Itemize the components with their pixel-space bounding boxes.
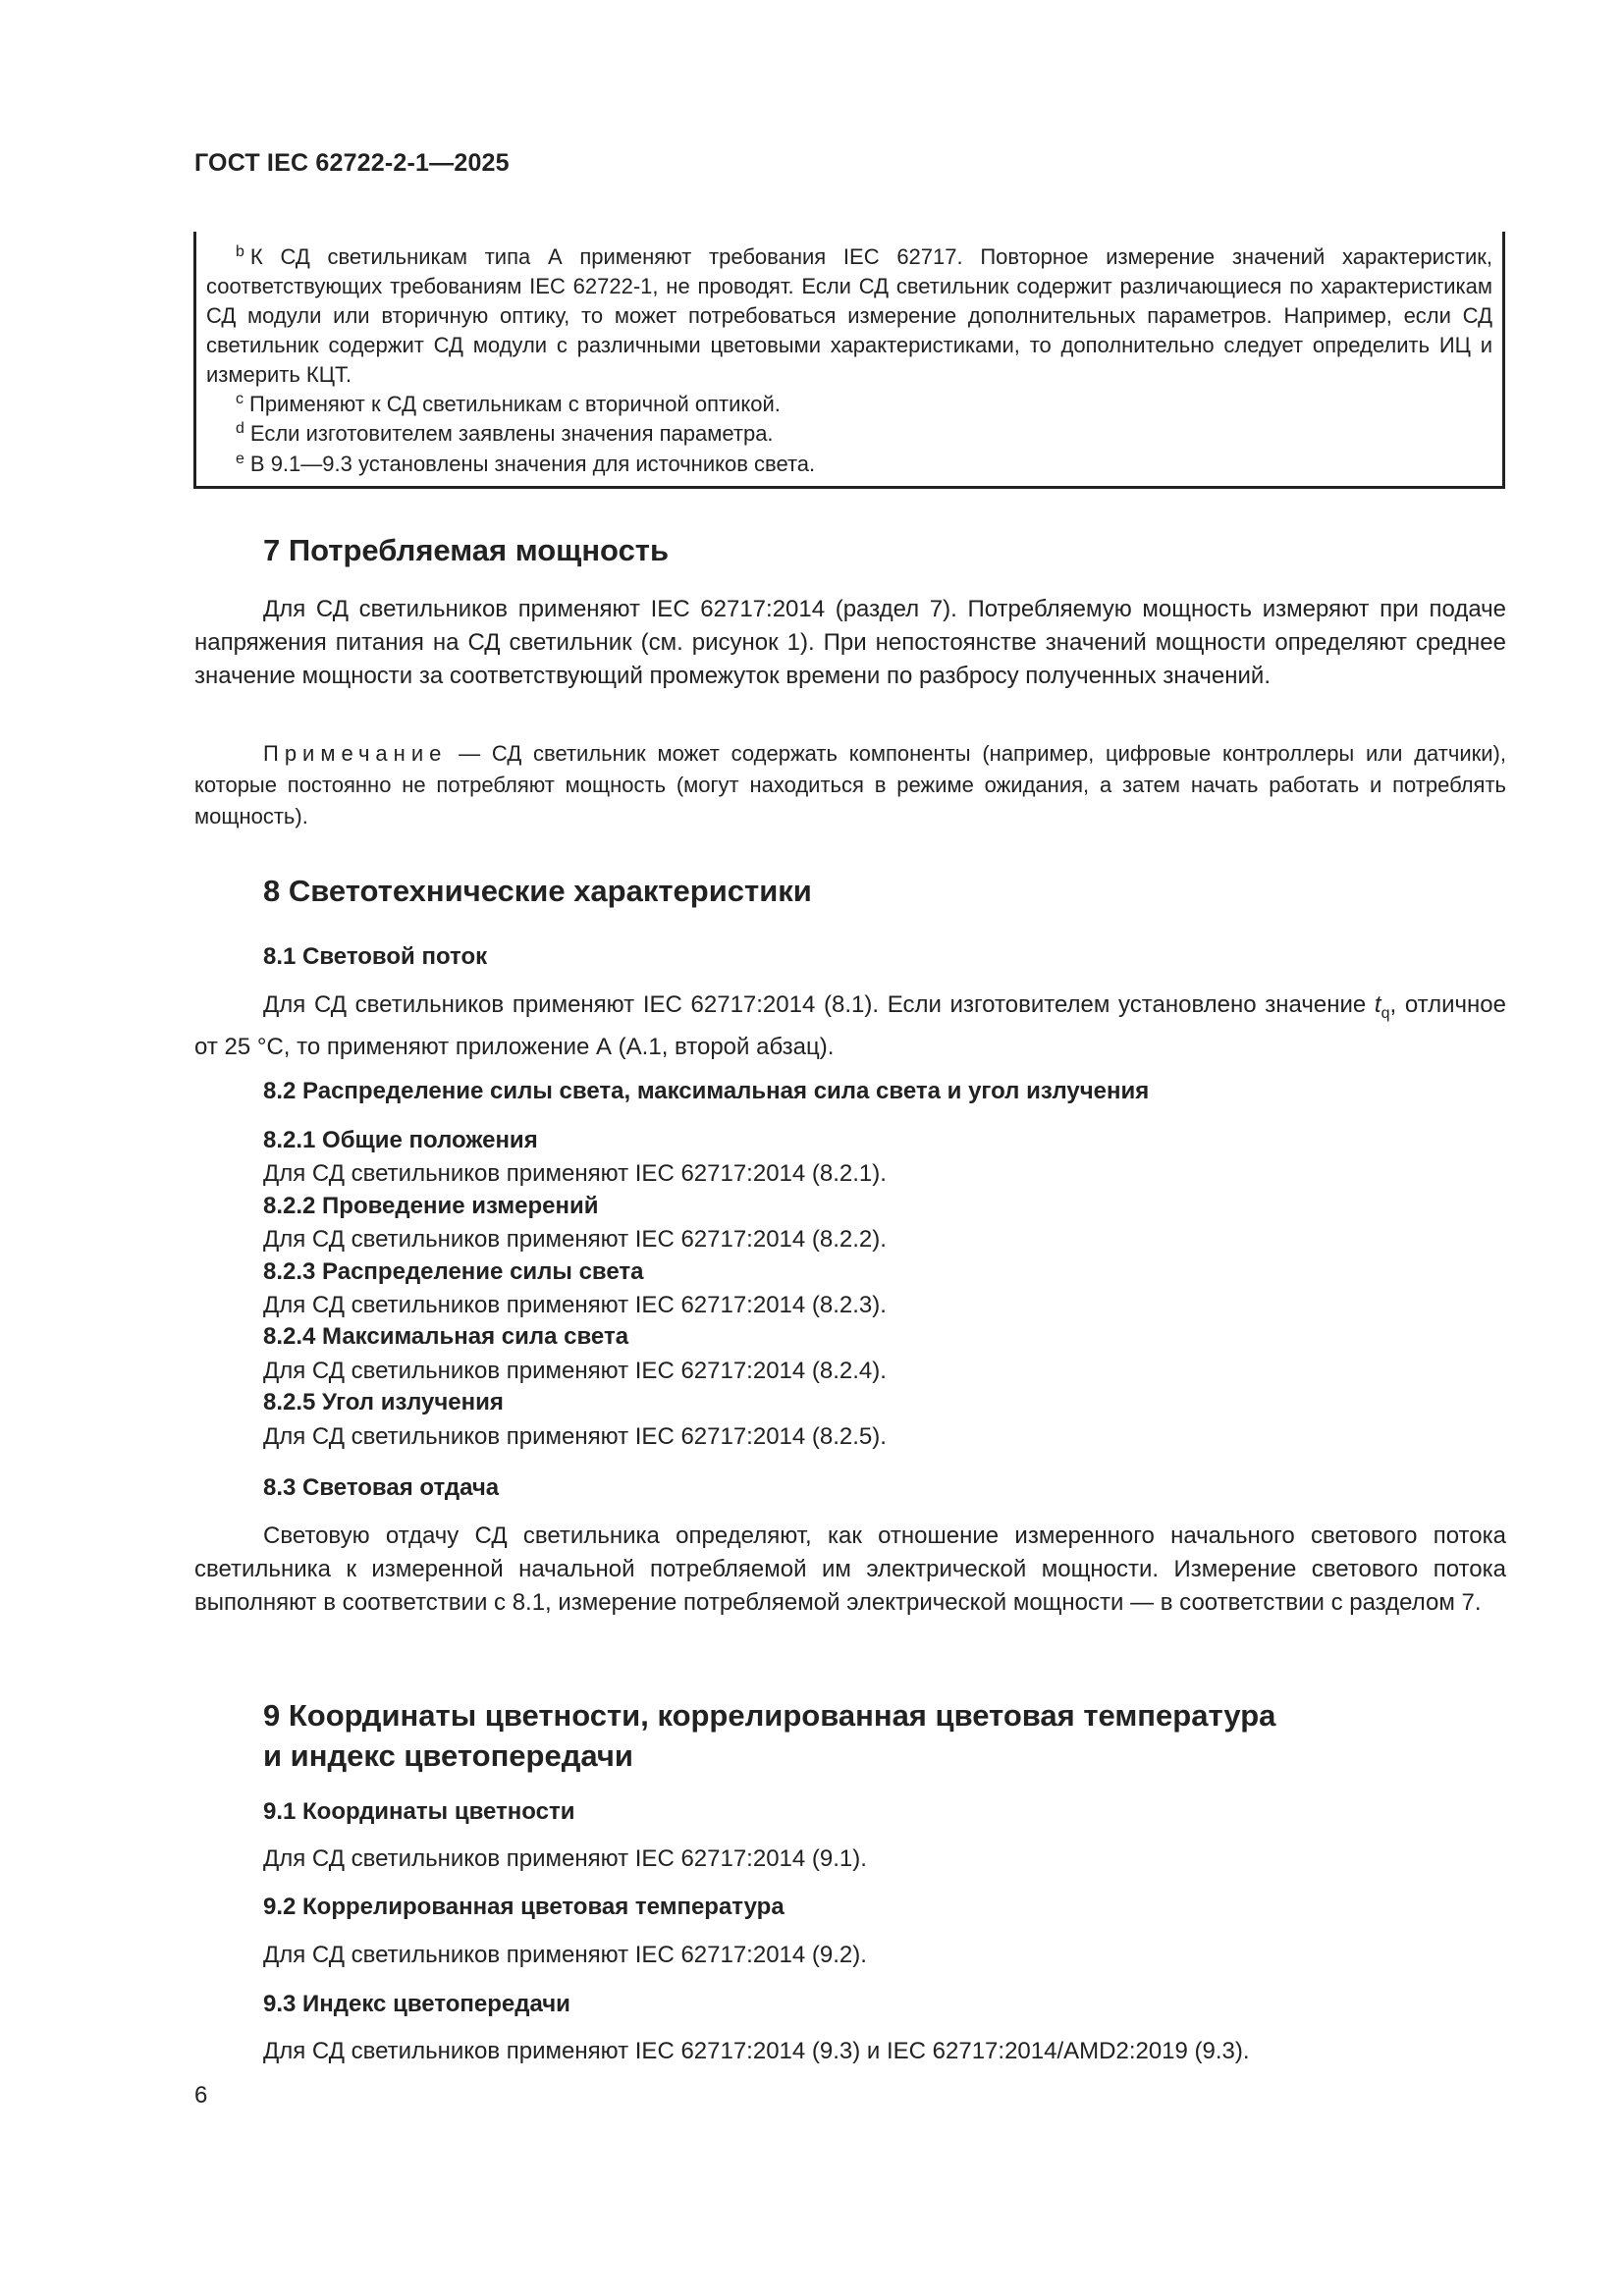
section-8-2-2-text: Для СД светильников применяют IEC 62717:2014 (8.2.2). (263, 1226, 887, 1253)
note-label: Примечание (263, 741, 448, 766)
footnote-text: Если изготовителем заявлены значения параметра. (249, 421, 774, 446)
footnote-text: К СД светильникам типа А применяют требования IEC 62717. Повторное измерение значений характеристик, соответствующих требованиям IEC 62722-1, не проводят. Если СД светильник содержит различающиеся по характеристикам СД модули или вторичную оптику, то может потребоваться измерение дополнительных параметров. Например, если СД светильник содержит СД модули с различными цветовыми характеристиками, то дополнительно следует определить ИЦ и измерить КЦТ. (206, 244, 1492, 387)
section-8-2-5-text: Для СД светильников применяют IEC 62717:2014 (8.2.5). (263, 1423, 887, 1450)
page-number: 6 (194, 2082, 208, 2109)
section-8-2-3-text: Для СД светильников применяют IEC 62717:2014 (8.2.3). (263, 1292, 887, 1318)
section-8-1-heading: 8.1 Световой поток (263, 943, 488, 970)
footnote-mark: b (236, 243, 244, 260)
section-9-heading-line2: и индекс цветопередачи (263, 1738, 633, 1773)
document-code-header: ГОСТ IEC 62722-2-1—2025 (194, 149, 510, 177)
section-9-2-text: Для СД светильников применяют IEC 62717:2014 (9.2). (263, 1942, 867, 1968)
section-8-2-5-heading: 8.2.5 Угол излучения (263, 1389, 504, 1415)
table-footnotes-box (193, 232, 1505, 489)
symbol-t: t (1374, 991, 1381, 1018)
section-8-3-heading: 8.3 Световая отдача (263, 1474, 500, 1501)
footnote-e (236, 445, 815, 479)
section-9-3-heading: 9.3 Индекс цветопередачи (263, 1991, 570, 2017)
paragraph-text: , отличное от 25 °C, то применяют приложение А (А.1, второй абзац). (194, 991, 1507, 1060)
section-8-2-heading: 8.2 Распределение силы света, максимальная сила света и угол излучения (263, 1078, 1150, 1104)
section-8-1-paragraph (194, 988, 1506, 1064)
section-8-2-1-text: Для СД светильников применяют IEC 62717:2014 (8.2.1). (263, 1160, 887, 1187)
section-7-heading: 7 Потребляемая мощность (263, 533, 670, 567)
section-9-heading-line1: 9 Координаты цветности, коррелированная цветовая температура (263, 1698, 1276, 1733)
footnote-text: Применяют к СД светильникам с вторичной оптикой. (249, 392, 781, 416)
footnote-mark: e (236, 451, 244, 467)
footnote-d (236, 414, 774, 449)
section-8-heading: 8 Светотехнические характеристики (263, 874, 812, 908)
section-8-2-1-heading: 8.2.1 Общие положения (263, 1127, 538, 1153)
section-9-1-heading: 9.1 Координаты цветности (263, 1798, 575, 1825)
section-9-1-text: Для СД светильников применяют IEC 62717:2014 (9.1). (263, 1845, 867, 1872)
section-8-2-3-heading: 8.2.3 Распределение силы света (263, 1258, 644, 1285)
paragraph-text: Для СД светильников применяют IEC 62717:2014 (8.1). Если изготовителем установлено значение (263, 991, 1375, 1018)
section-8-2-4-text: Для СД светильников применяют IEC 62717:2014 (8.2.4). (263, 1358, 887, 1384)
footnote-b (206, 238, 1492, 390)
section-7-note (194, 738, 1506, 832)
subscript-q: q (1380, 1005, 1390, 1022)
section-9-3-text: Для СД светильников применяют IEC 62717:2014 (9.3) и IEC 62717:2014/AMD2:2019 (9.3). (263, 2038, 1250, 2064)
section-8-2-2-heading: 8.2.2 Проведение измерений (263, 1193, 599, 1219)
note-text: — СД светильник может содержать компоненты (например, цифровые контроллеры или датчики), которые постоянно не потребляют мощность (могут находиться в режиме ожидания, а затем начать работать и потреблять мощность). (194, 741, 1506, 828)
section-8-2-4-heading: 8.2.4 Максимальная сила света (263, 1323, 629, 1350)
footnote-mark: c (236, 391, 244, 407)
section-8-3-paragraph: Световую отдачу СД светильника определяют, как отношение измеренного начального светового потока светильника к измеренной начальной потребляемой им электрической мощности. Измерение светового потока выполняют в соответствии с 8.1, измерение потребляемой электрической мощности — в соответствии с разделом 7. (194, 1522, 1506, 1616)
footnote-text: В 9.1—9.3 установлены значения для источников света. (249, 452, 816, 476)
section-7-paragraph: Для СД светильников применяют IEC 62717:2014 (раздел 7). Потребляемую мощность измеряют при подаче напряжения питания на СД светильник (см. рисунок 1). При непостоянстве значений мощности определяют среднее значение мощности за соответствующий промежуток времени по разбросу полученных значений. (194, 596, 1506, 689)
footnote-mark: d (236, 420, 244, 437)
section-9-2-heading: 9.2 Коррелированная цветовая температура (263, 1894, 785, 1920)
